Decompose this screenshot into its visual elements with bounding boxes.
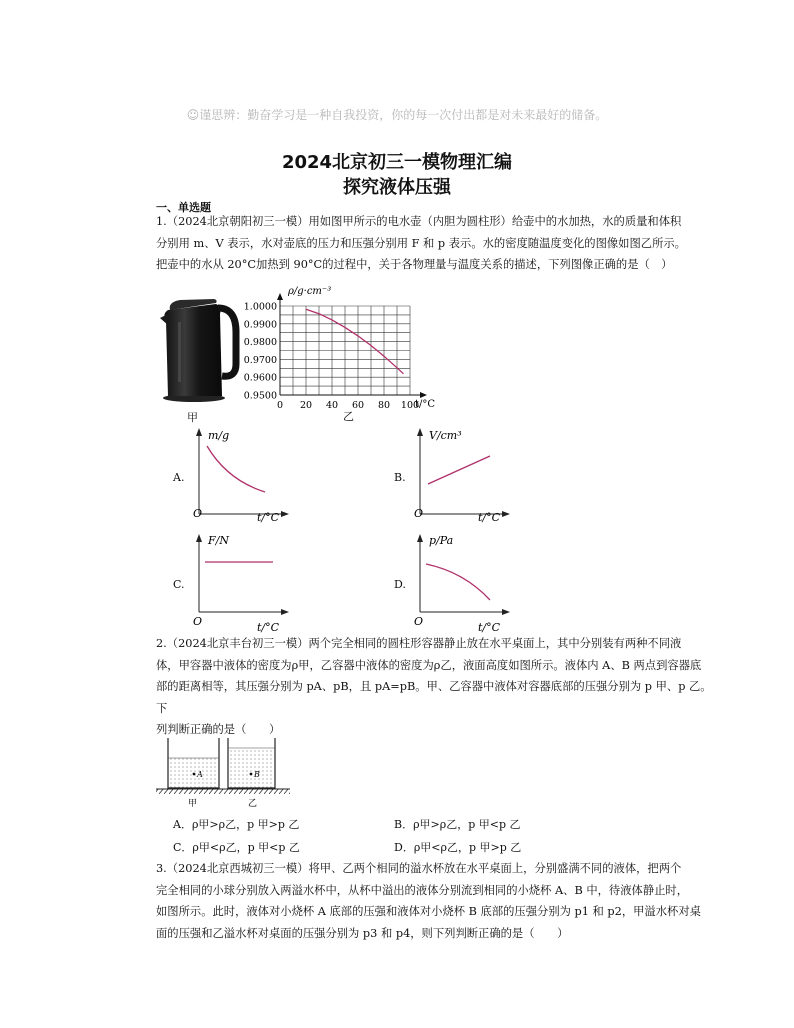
density-chart-axes	[277, 293, 427, 398]
density-chart-y-ticks	[244, 302, 277, 402]
option-a-letter[interactable]: A.	[173, 471, 185, 484]
q1-line-3: 把壶中的水从 20°C加热到 90°C的过程中，关于各物理量与温度关系的描述，下列图像正确的是（ ）	[156, 258, 673, 271]
x-tick-label: 0	[276, 400, 284, 411]
page-subtitle: 探究液体压强	[343, 177, 451, 198]
density-chart	[240, 284, 450, 426]
y-tick-label: 0.9800	[243, 337, 277, 349]
density-chart-grid	[280, 306, 410, 395]
option-d-curve	[426, 564, 490, 600]
label-jia: 甲	[188, 799, 198, 808]
x-arrow	[420, 392, 427, 398]
label-yi: 乙	[248, 799, 258, 808]
question-2	[156, 633, 716, 741]
y-arrow	[417, 534, 423, 542]
y-tick-label: 0.9500	[243, 390, 277, 402]
x-tick-label: 80	[377, 400, 391, 411]
option-b-origin: O	[414, 507, 424, 520]
q2-option-a[interactable]: A．ρ甲>ρ乙，p 甲>p 乙	[173, 818, 300, 831]
x-arrow	[281, 511, 289, 517]
liquid-yi	[228, 748, 275, 788]
x-tick-label: 20	[299, 400, 313, 411]
q3-line-1: 3.（2024北京西城初三一模）将甲、乙两个相同的溢水杯放在水平桌面上，分别盛满不同的液体，把两个	[156, 862, 682, 875]
density-chart-ylabel: ρ/g·cm⁻³	[288, 286, 332, 297]
kettle-body	[164, 304, 222, 396]
option-c-origin: O	[193, 615, 203, 628]
y-tick-label: 0.9900	[243, 319, 277, 331]
x-tick-label: 40	[325, 400, 339, 411]
y-tick-label: 0.9600	[243, 372, 277, 384]
q1-line-2: 分别用 m、V 表示，水对壶底的压力和压强分别用 F 和 p 表示。水的密度随温度变化的图像如图乙所示。	[156, 236, 686, 250]
q3-line-2: 完全相同的小球分别放入两溢水杯中，从杯中溢出的液体分别流到相同的小烧杯 A、B 中，待液体静止时，	[156, 883, 689, 897]
q3-line-3: 如图所示。此时，液体对小烧杯 A 底部的压强和液体对小烧杯 B 底部的压强分别为 p1 和 p2，甲溢水杯对桌	[156, 905, 701, 918]
option-c-graph[interactable]	[185, 530, 295, 634]
x-tick-label: 60	[351, 400, 365, 411]
page-title: 2024北京初三一模物理汇编	[281, 152, 513, 173]
y-arrow	[196, 534, 202, 542]
option-d-xlabel: t/°C	[478, 621, 501, 634]
point-b-dot	[250, 773, 253, 776]
option-b-ylabel: V/cm³	[429, 429, 462, 442]
y-arrow	[417, 428, 423, 436]
option-d-letter[interactable]: D.	[394, 578, 406, 591]
fig-yi-label: 乙	[343, 410, 354, 423]
x-arrow	[281, 609, 289, 615]
q1-line-1: 1.（2024北京朝阳初三一模）用如图甲所示的电水壶（内胆为圆柱形）给壶中的水加热，水的质量和体积	[156, 215, 682, 228]
option-c-letter[interactable]: C.	[173, 578, 185, 591]
option-a-origin: O	[193, 507, 203, 520]
q2-line-2: 体，甲容器中液体的密度为ρ甲，乙容器中液体的密度为ρ乙，液面高度如图所示。液体内 A、B 两点到容器底	[156, 658, 702, 672]
option-d-graph[interactable]	[406, 530, 516, 634]
x-arrow	[502, 511, 510, 517]
q2-line-1: 2.（2024北京丰台初三一模）两个完全相同的圆柱形容器静止放在水平桌面上，其中分别装有两种不同液	[156, 637, 682, 650]
table-surface	[156, 789, 290, 794]
kettle-highlight	[178, 322, 181, 382]
q2-option-c[interactable]: C．ρ甲<ρ乙，p 甲<p 乙	[173, 841, 300, 854]
q3-line-4: 面的压强和乙溢水杯对桌面的压强分别为 p3 和 p4，则下列判断正确的是（ ）	[156, 926, 569, 940]
option-b-line	[428, 456, 490, 484]
option-a-ylabel: m/g	[208, 429, 230, 442]
option-a-curve	[207, 446, 265, 492]
q2-option-b[interactable]: B．ρ甲>ρ乙，p 甲<p 乙	[394, 818, 521, 831]
option-d-ylabel: p/Pa	[429, 534, 454, 547]
point-a-dot	[193, 773, 196, 776]
point-a-label: A	[197, 770, 203, 779]
header-note: ☺谨思辨：勤奋学习是一种自我投资，你的每一次付出都是对未来最好的储备。	[186, 108, 608, 122]
option-a-graph[interactable]	[185, 424, 295, 524]
option-a-xlabel: t/°C	[257, 511, 280, 524]
option-b-xlabel: t/°C	[478, 511, 501, 524]
y-tick-label: 0.9700	[243, 354, 277, 366]
x-arrow	[502, 609, 510, 615]
kettle-spout	[160, 314, 169, 326]
question-1	[156, 211, 716, 276]
option-b-letter[interactable]: B.	[394, 471, 406, 484]
q2-line-4: 列判断正确的是（ ）	[156, 723, 281, 736]
section-heading: 一、单选题	[156, 201, 211, 214]
fig-jia-label: 甲	[187, 411, 198, 424]
y-tick-label: 1.0000	[243, 301, 277, 313]
option-d-origin: O	[414, 615, 424, 628]
containers-figure	[154, 734, 294, 808]
q2-line-3: 部的距离相等，其压强分别为 pA、pB，且 pA=pB。甲、乙容器中液体对容器底部的压强分别为 p 甲、p 乙。下	[156, 680, 712, 715]
kettle-figure	[156, 292, 242, 420]
option-c-xlabel: t/°C	[257, 621, 280, 634]
y-arrow	[277, 293, 283, 300]
question-3	[156, 858, 716, 944]
y-arrow	[196, 428, 202, 436]
option-b-graph[interactable]	[406, 424, 516, 524]
density-chart-xlabel: t/°C	[415, 399, 436, 410]
q2-option-d[interactable]: D．ρ甲<ρ乙，p 甲>p 乙	[394, 841, 522, 854]
x-tick-label: 100	[400, 400, 420, 411]
option-c-ylabel: F/N	[208, 534, 229, 547]
point-b-label: B	[254, 770, 260, 779]
